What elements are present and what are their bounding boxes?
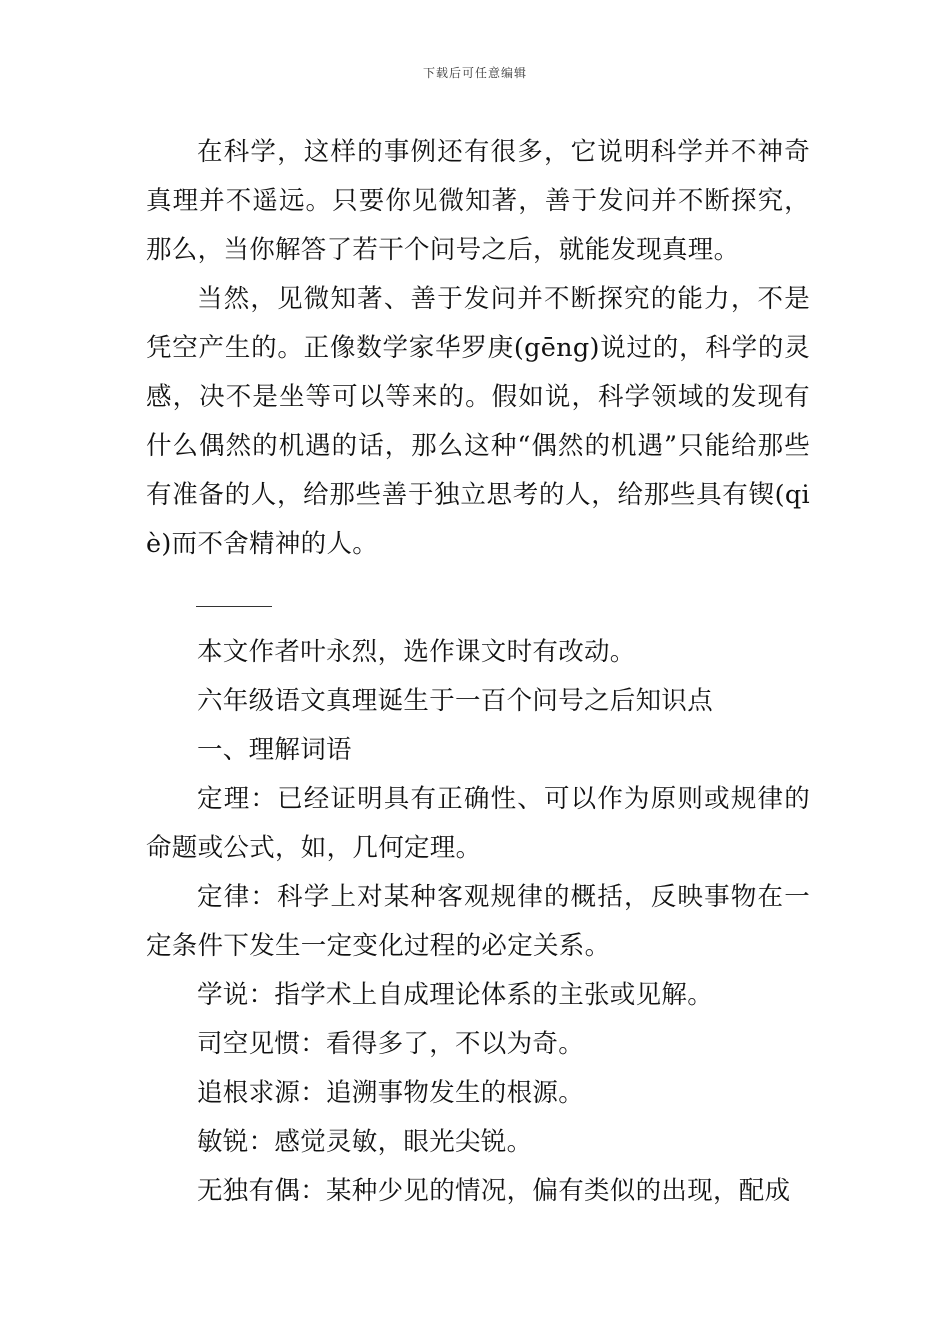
- section-title: 六年级语文真理诞生于一百个问号之后知识点: [197, 686, 714, 716]
- definition-law: 定律：科学上对某种客观规律的概括，反映事物在一定条件下发生一定变化过程的必定关系。: [146, 882, 810, 961]
- definition-zhuigenqiuyuan: 追根求源：追溯事物发生的根源。: [197, 1078, 585, 1108]
- subsection-title: 一、理解词语: [197, 735, 352, 765]
- definition-sikongjianguan: 司空见惯：看得多了，不以为奇。: [197, 1029, 585, 1059]
- body-paragraph-1: 在科学，这样的事例还有很多，它说明科学并不神奇真理并不遥远。只要你见微知著，善于发问并不断探究，那么，当你解答了若干个问号之后，就能发现真理。: [146, 137, 810, 265]
- footnote-divider: [196, 606, 272, 607]
- page-header: 下载后可任意编辑: [422, 66, 527, 80]
- definition-wuduyouou: 无独有偶：某种少见的情况，偏有类似的出现，配成: [197, 1176, 791, 1206]
- body-paragraph-2: 当然，见微知著、善于发问并不断探究的能力，不是凭空产生的。正像数学家华罗庚(gēng)说过的，科学的灵感，决不是坐等可以等来的。假如说，科学领域的发现有什么偶然的机遇的话，那么这种“偶然的机遇”只能给那些有准备的人，给那些善于独立思考的人，给那些具有锲(qiè)而不舍精神的人。: [146, 284, 810, 559]
- definition-minrui: 敏锐：感觉灵敏，眼光尖锐。: [197, 1127, 533, 1157]
- definition-doctrine: 学说：指学术上自成理论体系的主张或见解。: [197, 980, 714, 1010]
- definition-theorem: 定理：已经证明具有正确性、可以作为原则或规律的命题或公式，如，几何定理。: [146, 784, 810, 863]
- document-body: [146, 128, 810, 1216]
- footnote-text: 本文作者叶永烈，选作课文时有改动。: [197, 637, 636, 667]
